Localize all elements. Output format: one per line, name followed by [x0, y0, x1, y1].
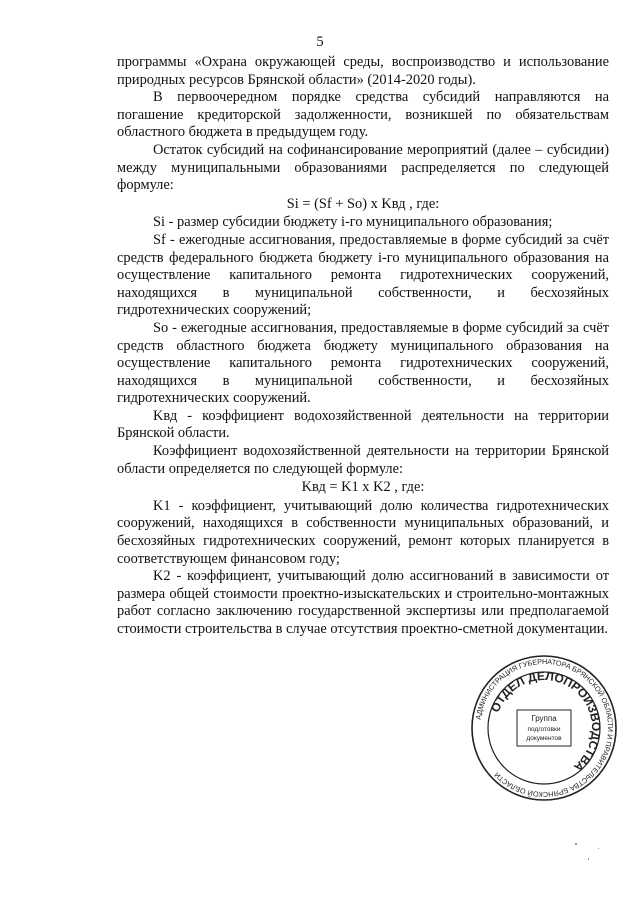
definition-so [117, 320, 609, 408]
scan-speck [588, 858, 589, 860]
definition-k2 [117, 568, 609, 638]
definition-so-text: - ежегодные ассигнования, предоставляемые в форме субсидий за счёт средств областного бюджета бюджету муниципального образования на осуществление капитального ремонта гидротехнических сооружений, находящихся в муниципальной собственности, и бесхозяйных гидротехнических сооружений. [117, 319, 609, 407]
paragraph-priority: В первоочередном порядке средства субсидий направляются на погашение кредиторской задолженности, возникшей по обязательствам областного бюджета в предыдущем году. [117, 89, 609, 141]
paragraph-distribution: Остаток субсидий на софинансирование мероприятий (далее – субсидии) между муниципальными образованиями распределяется по следующей формуле: [117, 141, 609, 194]
paragraph-program-name: программы «Охрана окружающей среды, воспроизводство и использование природных ресурсов Брянской области» (2014-2020 годы). [117, 54, 609, 88]
scan-speck [575, 843, 577, 845]
scan-speck [598, 848, 599, 849]
definition-si-text: - размер субсидии бюджету i-го муниципального образования; [165, 214, 553, 231]
stamp-center-line-2: подготовки [527, 726, 561, 733]
stamp-center-line-3: документов [526, 735, 562, 742]
symbol-si: Si [153, 214, 166, 231]
definition-sf [117, 232, 609, 320]
definition-k2-text: - коэффициент, учитывающий долю ассигнований в зависимости от размера общей стоимости проектно-изыскательских и строительно-монтажных работ согласно заключению государственной экспертизы или предполагаемой стоимости строительства в случае отсутствия проектно-сметной документации. [117, 568, 609, 637]
formula-kvd: Kвд = K1 x K2 , где: [301, 479, 425, 496]
formula-subsidy: Si = (Sf + So) x Kвд , где: [286, 195, 440, 212]
document-body [117, 54, 609, 639]
department-stamp [469, 653, 619, 803]
symbol-kvd: Kвд [153, 407, 178, 424]
symbol-so: So [153, 319, 169, 336]
stamp-ring-text: ОТДЕЛ ДЕЛОПРОИЗВОДСТВА [488, 668, 604, 775]
definition-si [117, 214, 609, 232]
stamp-outer-text: АДМИНИСТРАЦИЯ ГУБЕРНАТОРА БРЯНСКОЙ ОБЛАСТИ И ПРАВИТЕЛЬСТВА БРЯНСКОЙ ОБЛАСТИ [473, 656, 616, 800]
definition-k1-text: - коэффициент, учитывающий долю количества гидротехнических сооружений, находящихся в собственности муниципальных образований, и бесхозяйных гидротехнических сооружений, ремонт которых планируется в соответствующем финансовом году; [117, 497, 609, 567]
definition-sf-text: - ежегодные ассигнования, предоставляемые в форме субсидий за счёт средств федерального бюджета бюджету i-го муниципального образования на осуществление капитального ремонта гидротехнических сооружений, находящихся в муниципальной собственности, и бесхозяйных гидротехнических сооружений; [117, 231, 609, 319]
page-number: 5 [316, 34, 324, 50]
symbol-k2: K2 [153, 568, 171, 585]
paragraph-kvd-intro: Коэффициент водохозяйственной деятельности на территории Брянской области определяется по следующей формуле: [117, 443, 609, 477]
symbol-k1: K1 [153, 497, 171, 514]
definition-kvd [117, 408, 609, 443]
definition-kvd-text: - коэффициент водохозяйственной деятельности на территории Брянской области. [117, 407, 609, 442]
definition-k1 [117, 498, 609, 568]
symbol-sf: Sf [153, 231, 166, 248]
stamp-center-line-1: Группа [531, 714, 557, 723]
